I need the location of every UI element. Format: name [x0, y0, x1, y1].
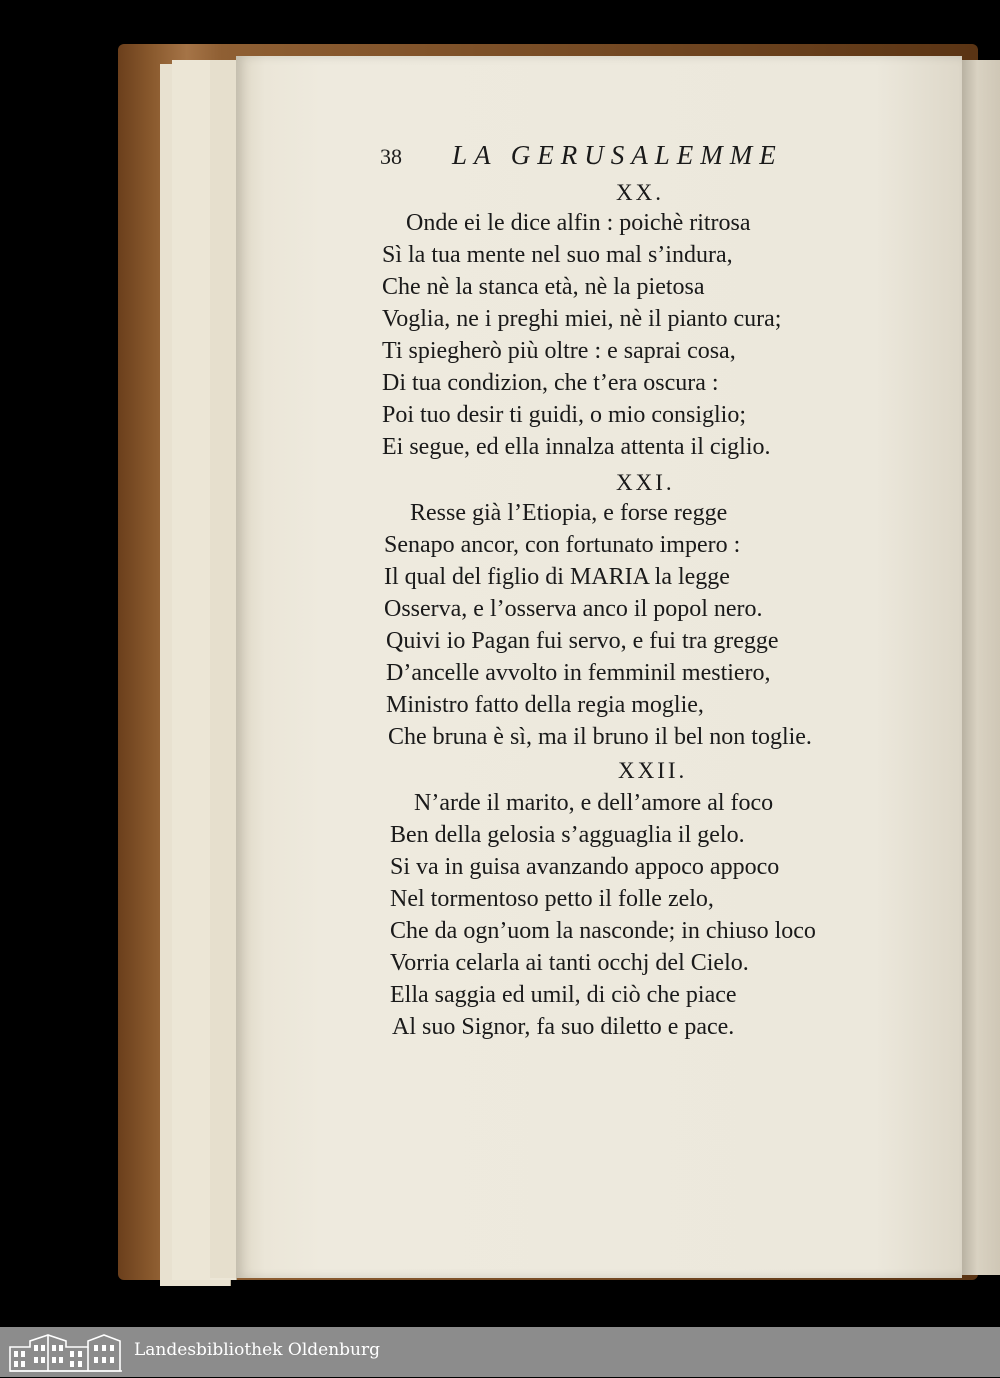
verse-line: Ti spiegherò più oltre : e saprai cosa,	[382, 338, 736, 364]
verse-line: Che bruna è sì, ma il bruno il bel non toglie.	[388, 724, 812, 750]
verse-line: Nel tormentoso petto il folle zelo,	[390, 886, 714, 912]
verse-line: Voglia, ne i preghi miei, nè il pianto cura;	[382, 306, 782, 332]
verse-line: Che nè la stanca età, nè la pietosa	[382, 274, 705, 300]
facing-page-edge	[962, 60, 1000, 1275]
verse-line: D’ancelle avvolto in femminil mestiero,	[386, 660, 771, 686]
verse-line: Di tua condizion, che t’era oscura :	[382, 370, 719, 396]
running-header: LA GERUSALEMME	[452, 140, 783, 170]
institution-name: Landesbibliothek Oldenburg	[134, 1340, 381, 1360]
verse-line: Ella saggia ed umil, di ciò che piace	[390, 982, 737, 1008]
page-stack	[210, 60, 237, 1278]
footer-bar	[0, 1327, 1000, 1377]
stanza-numeral: XXII.	[618, 758, 688, 783]
verse-line: Senapo ancor, con fortunato impero :	[384, 532, 741, 558]
stanza-numeral: XXI.	[616, 470, 675, 495]
verse-line: Ben della gelosia s’agguaglia il gelo.	[390, 822, 745, 848]
page-number: 38	[380, 144, 402, 169]
verse-line: Osserva, e l’osserva anco il popol nero.	[384, 596, 763, 622]
verse-line: Al suo Signor, fa suo diletto e pace.	[392, 1014, 735, 1040]
stanza-numeral: XX.	[616, 180, 664, 205]
verse-line: Che da ogn’uom la nasconde; in chiuso loco	[390, 918, 816, 944]
verse-line: Resse già l’Etiopia, e forse regge	[410, 500, 728, 526]
verse-line: Ministro fatto della regia moglie,	[386, 692, 704, 718]
verse-line: Poi tuo desir ti guidi, o mio consiglio;	[382, 402, 747, 428]
verse-line: Sì la tua mente nel suo mal s’indura,	[382, 242, 733, 268]
verse-line: Vorria celarla ai tanti occhj del Cielo.	[390, 950, 749, 976]
verse-line: Si va in guisa avanzando appoco appoco	[390, 854, 780, 880]
verse-line: Ei segue, ed ella innalza attenta il ciglio.	[382, 434, 771, 460]
verse-line: Onde ei le dice alfin : poichè ritrosa	[406, 210, 751, 236]
verse-line: N’arde il marito, e dell’amore al foco	[414, 790, 774, 816]
library-building-icon	[8, 1331, 124, 1373]
verse-line: Quivi io Pagan fui servo, e fui tra gregge	[386, 628, 779, 654]
verse-line: Il qual del figlio di MARIA la legge	[384, 564, 730, 590]
